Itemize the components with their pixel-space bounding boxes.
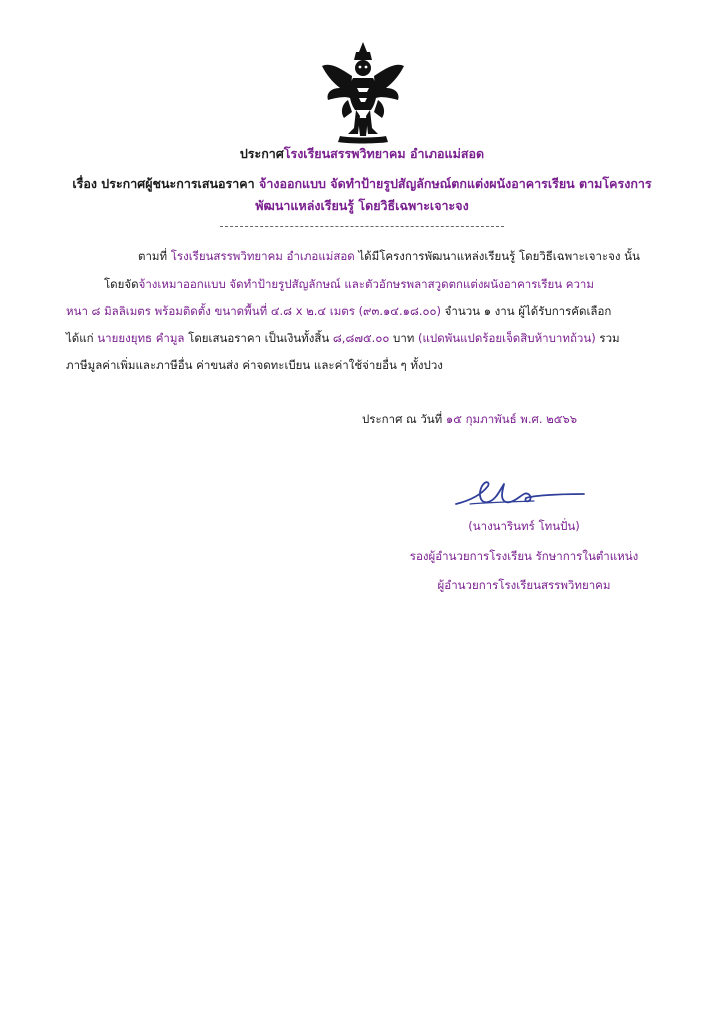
winner-name: นายยงยุทธ คำมูล: [97, 331, 185, 345]
body-highlight: จ้างเหมาออกแบบ จัดทำป้ายรูปสัญลักษณ์ และตัวอักษรพลาสวูดตกแต่งผนังอาคารเรียน ความ: [138, 277, 594, 291]
body-line-1: [138, 248, 640, 264]
body-line-5: [66, 357, 443, 373]
body-text: บาท: [389, 331, 419, 345]
body-line-4: [66, 330, 620, 346]
body-text: จำนวน ๑ งาน ผู้ได้รับการคัดเลือก: [441, 304, 612, 318]
body-text: รวม: [595, 331, 620, 345]
subject-line-2: [0, 198, 724, 214]
body-text: ได้แก่: [66, 331, 98, 345]
body-line-2: [104, 276, 594, 292]
school-name: โรงเรียนสรรพวิทยาคม อำเภอแม่สอด: [283, 146, 485, 161]
date-value: ๑๕ กุมภาพันธ์ พ.ศ. ๒๕๖๖: [445, 412, 578, 426]
divider: [220, 226, 504, 227]
subject-label: เรื่อง ประกาศผู้ชนะการเสนอราคา: [72, 176, 255, 191]
body-text: โดยจัด: [104, 277, 139, 291]
signatory-name: (นางนารินทร์ โทนปั่น): [468, 519, 580, 533]
body-highlight: หนา ๘ มิลลิเมตร พร้อมติดตั้ง ขนาดพื้นที่ ๔.๘ x ๒.๔ เมตร (๙๓.๑๔.๑๘.๐๐): [66, 304, 442, 318]
price-words: (แปดพันแปดร้อยเจ็ดสิบห้าบาทถ้วน): [418, 331, 596, 345]
date-label: ประกาศ ณ วันที่: [362, 412, 446, 426]
subject-text-2: พัฒนาแหล่งเรียนรู้ โดยวิธีเฉพาะเจาะจง: [255, 198, 469, 213]
body-line-3: [66, 303, 611, 319]
body-text: ได้มีโครงการพัฒนาแหล่งเรียนรู้ โดยวิธีเฉพาะเจาะจง นั้น: [354, 249, 640, 263]
signatory-position-2: ผู้อำนวยการโรงเรียนสรรพวิทยาคม: [437, 578, 611, 592]
body-highlight: โรงเรียนสรรพวิทยาคม อำเภอแม่สอด: [170, 249, 355, 263]
subject-line: [0, 176, 724, 192]
announcement-date: [362, 411, 577, 427]
body-text: ตามที่: [138, 249, 171, 263]
subject-text: จ้างออกแบบ จัดทำป้ายรูปสัญลักษณ์ตกแต่งผนังอาคารเรียน ตามโครงการ: [259, 176, 652, 191]
body-text: โดยเสนอราคา เป็นเงินทั้งสิ้น: [184, 331, 333, 345]
body-text: ภาษีมูลค่าเพิ่มและภาษีอื่น ค่าขนส่ง ค่าจดทะเบียน และค่าใช้จ่ายอื่น ๆ ทั้งปวง: [66, 358, 443, 372]
title-line-1: [0, 146, 724, 162]
signatory-position-1: รองผู้อำนวยการโรงเรียน รักษาการในตำแหน่ง: [409, 549, 639, 563]
signature-icon: [452, 474, 592, 514]
price-amount: ๘,๘๗๕.๐๐: [332, 331, 390, 345]
title-prefix: ประกาศ: [239, 146, 284, 161]
garuda-emblem-icon: [318, 38, 408, 150]
